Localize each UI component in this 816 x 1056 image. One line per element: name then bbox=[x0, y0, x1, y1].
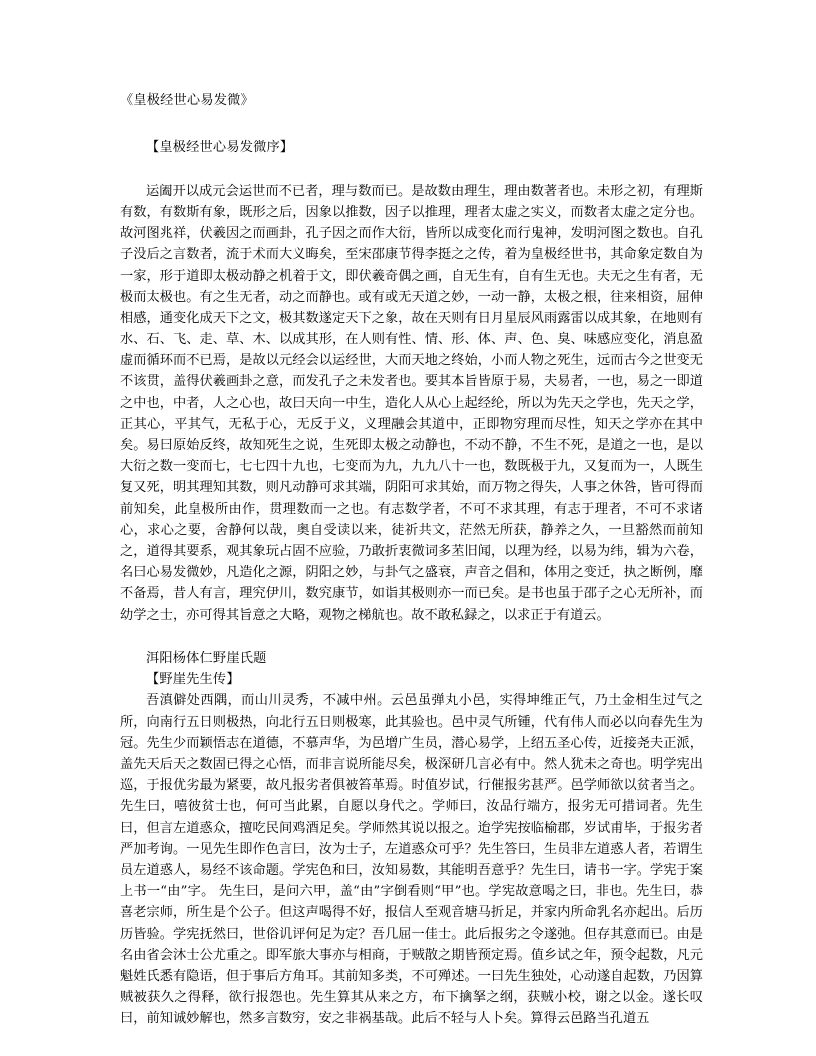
document-title: 《皇极经世心易发微》 bbox=[120, 93, 254, 108]
preface-heading: 【皇极经世心易发微序】 bbox=[146, 140, 294, 156]
biography-heading: 【野崖先生传】 bbox=[146, 672, 240, 688]
biography-body-paragraph: 吾滇僻处西隅，而山川灵秀，不减中州。云邑虽弹丸小邑，实得坤维正气，乃土金相生过气之所，向南行五日则极热，向北行五日则极寒，此其验也。邑中灵气所锺，代有伟人而必以向春先生为冠。先生少而颖悟志在道德，不慕声华，为邑增广生员，潜心易学，上绍五圣心传，近接尧夫正派，盖先天后天之数固已得之心悟，而非言说所能尽矣，极深研几言必有中。然人犹未之奇也。明学宪出巡，于报优劣最为紧要，故凡报劣者俱被笞革焉。时值岁试，行催报劣甚严。邑学师欲以贫者当之。先生曰，嘻彼贫士也，何可当此累，自愿以身代之。学师曰，汝品行端方，报劣无可措词者。先生曰，但言左道惑众，擅吃民间鸡酒足矣。学师然其说以报之。迨学宪按临榆郡，岁试甫毕，于报劣者严加考询。一见先生即作色言曰，汝为士子，左道惑众可乎？先生答曰，生员非左道惑人者，若谓生员左道惑人，易经不该命题。学宪色和曰，汝知易数，其能明吾意乎？先生曰，请书一字。学宪于案上书一“由”字。 先生曰，是问六甲，盖“由”字倒看则“甲”也。学宪故意喝之曰，非也。先生曰，恭喜老宗师，所生是个公子。但这声喝得不好，报信人至观音塘马折足，并家内所命乳名亦起出。后历历皆验。学宪抚然曰，世俗讥评何足为定？吾几屈一佳士。此后报劣之令遂弛。但存其意而已。由是名由省会沐士公尤重之。即军旅大事亦与相商，于贼散之期皆预定焉。值乡试之年，预令起数，凡元魁姓氏悉有隐语，但于事后方角耳。其前知多类，不可殚述。一曰先生独处，心动遂自起数，乃因算贼被获久之得释，欲行报怨也。先生算其从来之方，布下擒拏之纲，获贼小校，谢之以金。遂长叹曰，前知诚妙解也，然多言数穷，安之非祸基哉。此后不轻与人卜矣。算得云邑路当孔道五 bbox=[120, 693, 703, 1027]
preface-body-paragraph: 运阖开以成元会运世而不已者，理与数而已。是故数由理生，理由数著者也。未形之初，有理斯有数，有数斯有象，既形之后，因象以推数，因子以推理，理者太虚之实义，而数者太虚之定分也。故河图兆祥，伏羲因之而画卦，孔子因之而作大衍，皆所以成变化而行鬼神，发明河图之数也。自孔子没后之言数者，流于术而大义晦矣，至宋邵康节得李挺之之传，着为皇极经世书，其命象定数自为一家，形于道即太极动静之机着于文，即伏羲奇偶之画，自无生有，自有生无也。夫无之生有者，无极而太极也。有之生无者，动之而静也。或有或无天道之妙，一动一静，太极之根，往来相资，屈伸相感，通变化成天下之文，极其数遂定天下之象，故在天则有日月星辰风雨露雷以成其象，在地则有水、石、飞、走、草、木、以成其形，在人则有性、情、形、体、声、色、臭、味感应变化，消息盈虚而循环而不已焉，是故以元经会以运经世，大而天地之终始，小而人物之死生，远而古今之世变无不该贯，盖得伏羲画卦之意，而发孔子之未发者也。要其本旨皆原于易，夫易者，一也，易之一即道之中也，中者，人之心也，故曰天向一中生，造化人从心上起经纶，所以为先天之学也，先天之学，正其心，平其气，无私于心，无反于义，义理融会其道中，正即物穷理而尽性，知天之学亦在其中矣。易曰原始反终，故知死生之说，生死即太极之动静也，不动不静，不生不死，是道之一也，是以大衍之数一变而七，七七四十九也，七变而为九，九九八十一也，数既极于九，又复而为一，人既生复又死，明其理知其数，则凡动静可求其端，阴阳可求其始，而万物之得失，人事之休咎，皆可得而前知矣，此皇极所由作，贯理数而一之也。有志数学者，不可不求其理，有志于理者，不可不求诸心，求心之要，舍静何以哉，奥自受读以来，徒祈共文，茫然无所获，静养之久，一旦豁然而前知之，道得其要系，观其象玩占固不应验，乃敢折衷微词多苤旧闻，以理为经，以易为纬，辑为六卷，名曰心易发微妙，凡造化之源，阴阳之妙，与卦气之盛衰，声音之倡和，体用之变迁，执之断例，靡不备焉，昔人有言，理究伊川，数究康节，如诣其极则亦一而已矣。是书也虽于邵子之心无所补，而幼学之士，亦可得其旨意之大略，观物之梯航也。故不敢私録之，以求正于有道云。 bbox=[120, 183, 703, 623]
preface-signature: 洱阳杨体仁野崖氏题 bbox=[146, 650, 267, 666]
